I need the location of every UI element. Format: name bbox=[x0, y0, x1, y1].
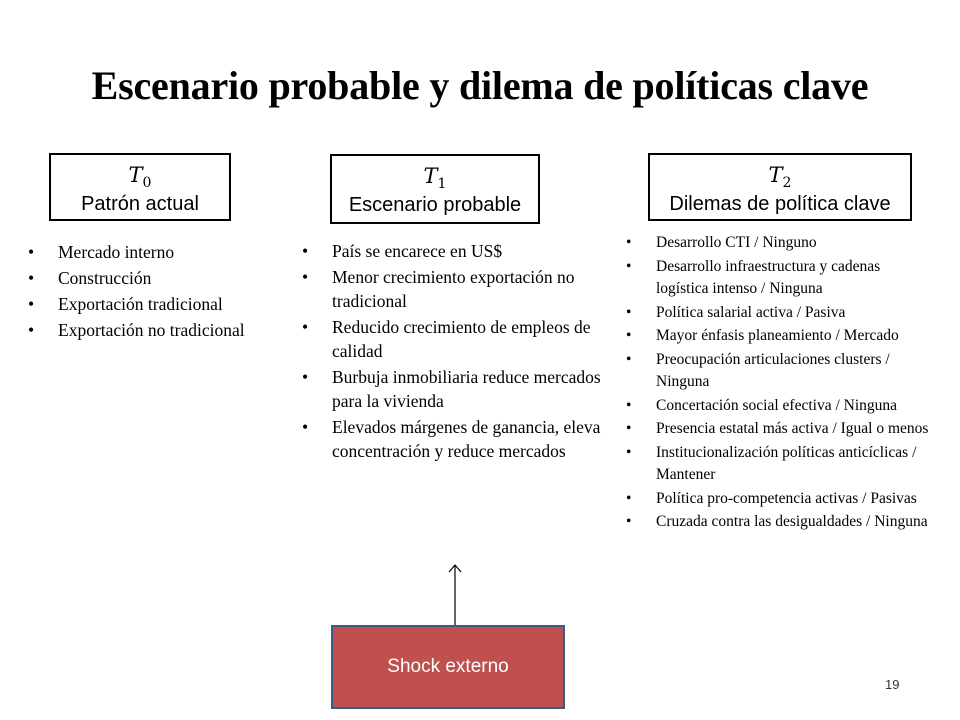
list-item: • Elevados márgenes de ganancia, eleva concentración y reduce mercados bbox=[302, 415, 607, 463]
list-item: • Preocupación articulaciones clusters / Ninguna bbox=[626, 349, 931, 394]
list-item: • Desarrollo CTI / Ninguno bbox=[626, 232, 931, 255]
list-item: • Institucionalización políticas anticíclicas / Mantener bbox=[626, 442, 931, 487]
list-item: • Menor crecimiento exportación no tradicional bbox=[302, 265, 607, 313]
box-t0 bbox=[49, 153, 231, 221]
box-t2-symbol: $T_2$ bbox=[768, 163, 792, 192]
list-item: • Concertación social efectiva / Ninguna bbox=[626, 395, 931, 418]
box-t2 bbox=[648, 153, 912, 221]
box-t1 bbox=[330, 154, 540, 224]
escenario-probable-list bbox=[302, 239, 607, 465]
list-item: • Presencia estatal más activa / Igual o menos bbox=[626, 418, 931, 441]
dilemas-list bbox=[626, 232, 931, 535]
list-item: • Desarrollo infraestructura y cadenas logística intenso / Ninguna bbox=[626, 256, 931, 301]
shock-externo-box bbox=[331, 625, 565, 709]
box-t1-symbol: $T_1$ bbox=[423, 164, 447, 193]
list-item: • Burbuja inmobiliaria reduce mercados para la vivienda bbox=[302, 365, 607, 413]
up-arrow-icon bbox=[447, 563, 463, 626]
list-item: • Reducido crecimiento de empleos de calidad bbox=[302, 315, 607, 363]
patron-actual-list bbox=[28, 239, 288, 343]
list-item: • Política salarial activa / Pasiva bbox=[626, 302, 931, 325]
list-item: • País se encarece en US$ bbox=[302, 239, 607, 263]
shock-externo-label: Shock externo bbox=[387, 656, 509, 677]
box-t2-label: Dilemas de política clave bbox=[669, 192, 891, 215]
list-item: • Cruzada contra las desigualdades / Ninguna bbox=[626, 511, 931, 534]
list-item: • Exportación tradicional bbox=[28, 291, 288, 317]
list-item: • Mercado interno bbox=[28, 239, 288, 265]
box-t0-label: Patrón actual bbox=[81, 192, 199, 215]
list-item: • Política pro-competencia activas / Pasivas bbox=[626, 488, 931, 511]
list-item: • Construcción bbox=[28, 265, 288, 291]
box-t1-label: Escenario probable bbox=[348, 193, 522, 216]
list-item: • Exportación no tradicional bbox=[28, 317, 288, 343]
page-number: 19 bbox=[885, 677, 900, 692]
slide-title: Escenario probable y dilema de políticas clave bbox=[91, 63, 869, 108]
list-item: • Mayor énfasis planeamiento / Mercado bbox=[626, 325, 931, 348]
box-t0-symbol: $T_0$ bbox=[128, 163, 152, 192]
